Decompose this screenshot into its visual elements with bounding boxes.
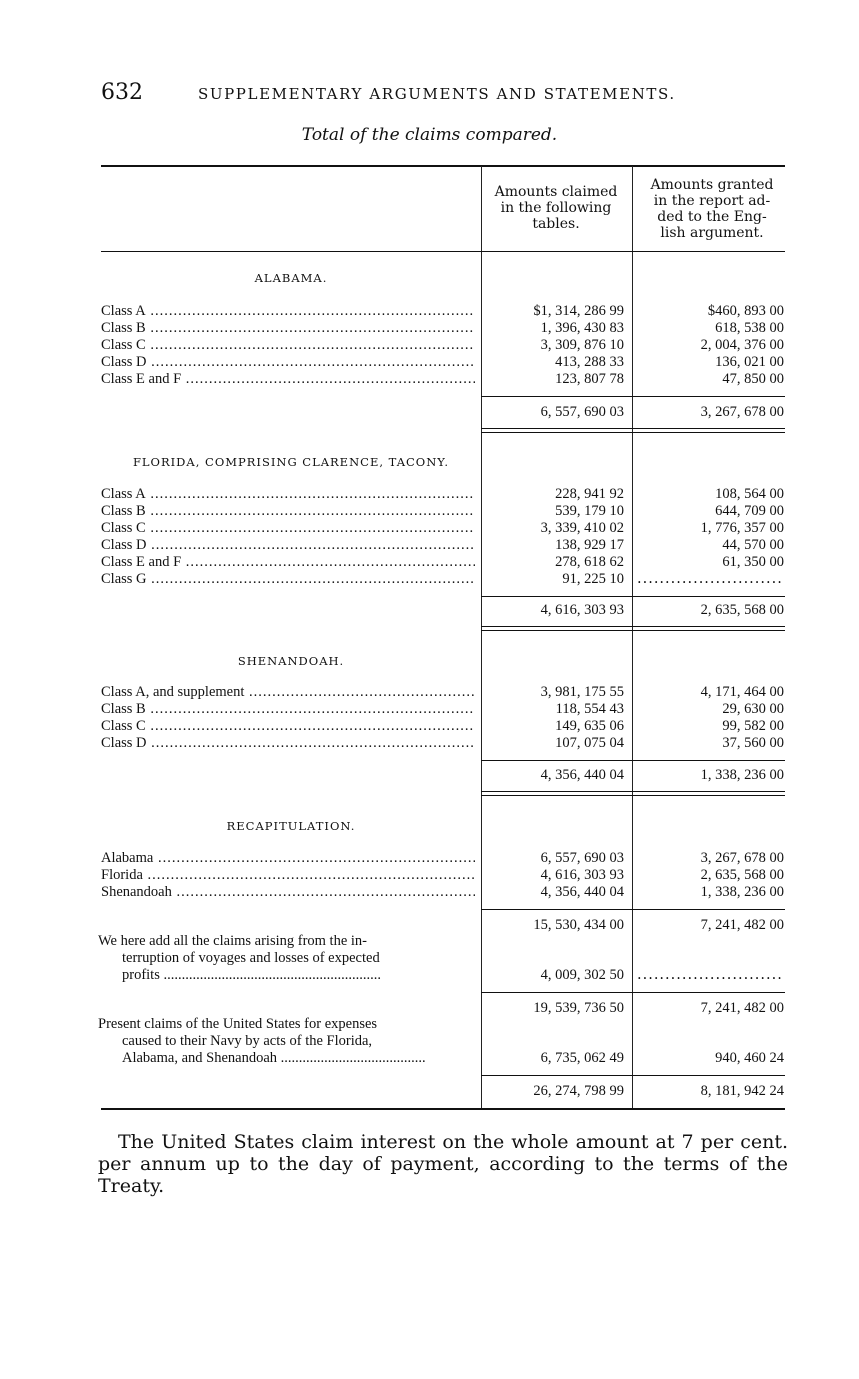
total-rule (481, 760, 785, 761)
table-row: 6, 735, 062 49 940, 460 24 (540, 1050, 784, 1066)
table-row: Class D ..... 138, 929 17 44, 570 00 (0, 537, 859, 554)
empty-cell-leader (637, 571, 782, 588)
section-title-alabama: ALABAMA. (254, 271, 328, 285)
running-head: SUPPLEMENTARY ARGUMENTS AND STATEMENTS. (198, 85, 676, 103)
table-row: Shenandoah ..... 4, 356, 440 04 1, 338, 236 00 (0, 884, 859, 901)
total-rule (481, 396, 785, 397)
table-row: Class A ..... $1, 314, 286 99 $460, 893 00 (0, 303, 859, 320)
granted-column-heading: Amounts granted in the report ad- ded to the Eng- lish argument. (650, 177, 774, 241)
table-row: Class A ..... 228, 941 92 108, 564 00 (0, 486, 859, 503)
closing-paragraph: The United States claim interest on the whole amount at 7 per cent. per annum up to the day of payment, according to the terms of the Treaty. (98, 1131, 788, 1197)
navy-claims-text: Present claims of the United States for expenses caused to their Navy by acts of the Florida, Alabama, and Shenandoah ........................................ (98, 1016, 426, 1066)
section-title-shenandoah: SHENANDOAH. (237, 654, 345, 668)
total-rule (481, 1075, 785, 1076)
double-rule (481, 626, 785, 627)
page-number: 632 (101, 80, 143, 105)
section-total-row: 6, 557, 690 03 3, 267, 678 00 (540, 404, 784, 420)
grand-total-row: 26, 274, 798 99 8, 181, 942 24 (533, 1083, 784, 1099)
table-row: Class B ..... 539, 179 10 644, 709 00 (0, 503, 859, 520)
table-row: Class B ..... 1, 396, 430 83 618, 538 00 (0, 320, 859, 337)
section-total-row: 15, 530, 434 00 7, 241, 482 00 (533, 917, 784, 933)
table-row: 4, 009, 302 50 ..... (0, 967, 859, 984)
header-bottom-rule (101, 251, 785, 252)
table-row: Class A, and supplement ..... 3, 981, 175 55 4, 171, 464 00 (0, 684, 859, 701)
double-rule (481, 791, 785, 792)
table-bottom-rule (101, 1108, 785, 1110)
table-row: Class D ..... 413, 288 33 136, 021 00 (0, 354, 859, 371)
section-title-florida: FLORIDA, COMPRISING CLARENCE, TACONY. (132, 455, 450, 469)
table-row: Class E and F ..... 123, 807 78 47, 850 00 (0, 371, 859, 388)
table-top-rule (101, 165, 785, 167)
claimed-column-heading: Amounts claimed in the following tables. (494, 184, 618, 232)
interruption-claims-text: We here add all the claims arising from the in- terruption of voyages and losses of expected profits ............................................................ (98, 933, 381, 983)
double-rule (481, 432, 785, 433)
table-row: Class C ..... 3, 339, 410 02 1, 776, 357 00 (0, 520, 859, 537)
total-rule (481, 909, 785, 910)
section-title-recapitulation: RECAPITULATION. (226, 819, 356, 833)
table-row: Class C ..... 3, 309, 876 10 2, 004, 376 00 (0, 337, 859, 354)
double-rule (481, 630, 785, 631)
empty-cell-leader (637, 967, 782, 984)
section-total-row: 4, 356, 440 04 1, 338, 236 00 (540, 767, 784, 783)
table-row: Florida ..... 4, 616, 303 93 2, 635, 568 00 (0, 867, 859, 884)
table-row: Class G ..... 91, 225 10 ..... (0, 571, 859, 588)
section-total-row: 19, 539, 736 50 7, 241, 482 00 (533, 1000, 784, 1016)
table-row: Class E and F ..... 278, 618 62 61, 350 00 (0, 554, 859, 571)
table-row: Class C ..... 149, 635 06 99, 582 00 (0, 718, 859, 735)
table-row: Class B ..... 118, 554 43 29, 630 00 (0, 701, 859, 718)
double-rule (481, 428, 785, 429)
double-rule (481, 795, 785, 796)
total-rule (481, 992, 785, 993)
total-rule (481, 596, 785, 597)
table-title: Total of the claims compared. (301, 125, 558, 145)
table-row: Alabama ..... 6, 557, 690 03 3, 267, 678 00 (0, 850, 859, 867)
table-row: Class D ..... 107, 075 04 37, 560 00 (0, 735, 859, 752)
section-total-row: 4, 616, 303 93 2, 635, 568 00 (540, 602, 784, 618)
